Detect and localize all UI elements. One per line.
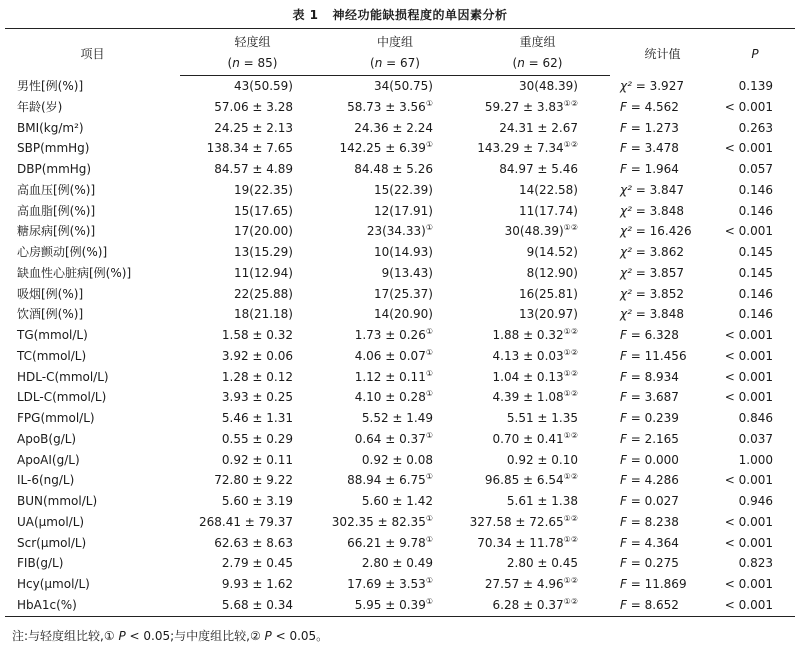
cell-stat: F = 8.238 [620,514,679,529]
cell-mild: 22(25.88) [234,286,293,301]
cell-severe: 2.80 ± 0.45 [506,556,578,571]
header-group-severe: 重度组 [465,29,610,53]
cell-stat: χ² = 3.848 [620,307,684,322]
row-item: UA(μmol/L) [17,514,85,529]
cell-p: 0.145 [738,245,773,260]
cell-p: 0.263 [738,120,773,135]
row-item: HbA1c(%) [5,595,180,616]
cell-p: 0.846 [738,411,773,426]
sig-mark: ①② [563,576,578,586]
row-item: 年龄(岁) [17,99,63,114]
sig-mark: ① [425,223,433,233]
cell-mild: 138.34 ± 7.65 [206,141,293,156]
cell-mild: 13(15.29) [234,245,293,260]
sig-mark: ①② [563,430,578,440]
cell-severe: 14(22.58) [519,182,578,197]
cell-p: 0.146 [738,307,773,322]
cell-mild: 2.79 ± 0.45 [221,556,293,571]
cell-stat: F = 1.964 [620,162,679,177]
table-row [5,450,795,471]
cell-p: 0.946 [738,494,773,509]
header-item: 项目 [5,29,180,76]
cell-moderate: 17(25.37) [374,286,433,301]
cell-moderate: 10(14.93) [374,245,433,260]
sig-mark: ①② [563,389,578,399]
table-caption [0,6,800,23]
cell-stat: F = 0.239 [620,411,679,426]
cell-p: 0.146 [738,286,773,301]
row-item: 糖尿病[例(%)] [17,224,96,239]
cell-mild: 268.41 ± 79.37 [198,514,293,529]
cell-p: < 0.001 [724,99,773,114]
cell-mild: 11(12.94) [234,265,293,280]
row-item: Scr(μmol/L) [17,535,87,550]
cell-moderate: 0.92 ± 0.08 [361,452,433,467]
cell-severe: 27.57 ± 4.96①② [484,576,578,592]
cell-moderate: 14(20.90) [374,307,433,322]
cell-severe: 13(20.97) [519,307,578,322]
sig-mark: ① [425,327,433,337]
cell-moderate: 58.73 ± 3.56① [347,98,433,114]
cell-stat: F = 4.364 [620,535,679,550]
cell-p: < 0.001 [724,369,773,384]
row-item: FIB(g/L) [17,556,64,571]
sig-mark: ①② [563,534,578,544]
table-row [5,76,795,97]
row-item: ApoB(g/L) [17,431,77,446]
row-item: 心房颤动[例(%)] [17,245,108,260]
table-row [5,429,795,450]
header-group-mild: 轻度组 [180,29,325,53]
row-item: 吸烟[例(%)] [17,286,84,301]
cell-severe: 6.28 ± 0.37①② [465,595,610,616]
cell-p: < 0.001 [724,348,773,363]
sig-mark: ① [425,472,433,482]
cell-moderate: 84.48 ± 5.26 [354,162,433,177]
table-row [5,180,795,201]
table-body [5,76,795,617]
cell-mild: 24.25 ± 2.13 [214,120,293,135]
cell-moderate: 17.69 ± 3.53① [347,576,433,592]
cell-moderate: 4.06 ± 0.07① [354,347,433,363]
cell-moderate: 302.35 ± 82.35① [331,513,433,529]
cell-severe: 9(14.52) [526,245,578,260]
cell-mild: 84.57 ± 4.89 [214,162,293,177]
header-n-moderate: (n = 67) [325,53,465,76]
cell-stat: χ² = 16.426 [620,224,692,239]
sig-mark: ①② [563,140,578,150]
table-number: 表 1 [292,8,319,22]
row-item: ApoAI(g/L) [17,452,80,467]
sig-mark: ①② [563,596,578,606]
row-item: TC(mmol/L) [17,348,87,363]
sig-mark: ①② [563,327,578,337]
row-item: 缺血性心脏病[例(%)] [17,265,132,280]
sig-mark: ①② [563,98,578,108]
sig-mark: ① [425,368,433,378]
cell-p: < 0.001 [715,595,795,616]
cell-severe: 30(48.39)①② [504,223,578,239]
cell-mild: 0.92 ± 0.11 [221,452,293,467]
table-row [5,470,795,491]
cell-stat: F = 11.869 [620,577,687,592]
sig-mark: ① [425,576,433,586]
cell-severe: 16(25.81) [519,286,578,301]
cell-mild: 57.06 ± 3.28 [214,99,293,114]
row-item: FPG(mmol/L) [17,411,95,426]
row-item: 男性[例(%)] [17,78,84,93]
cell-severe: 70.34 ± 11.78①② [477,534,578,550]
cell-p: < 0.001 [724,141,773,156]
cell-stat: F = 6.328 [620,328,679,343]
cell-severe: 1.04 ± 0.13①② [492,368,578,384]
row-item: BUN(mmol/L) [17,494,98,509]
cell-stat: F = 0.000 [620,452,679,467]
row-item: HDL-C(mmol/L) [17,369,109,384]
cell-severe: 4.39 ± 1.08①② [492,389,578,405]
header-stat: 统计值 [610,29,715,76]
row-item: LDL-C(mmol/L) [17,390,107,405]
table-row [5,387,795,408]
table-row [5,97,795,118]
row-item: 高血压[例(%)] [17,182,96,197]
cell-stat: F = 8.652 [610,595,715,616]
header-p: P [715,29,795,76]
cell-mild: 19(22.35) [234,182,293,197]
sig-mark: ① [425,140,433,150]
cell-p: < 0.001 [724,390,773,405]
cell-mild: 0.55 ± 0.29 [221,431,293,446]
cell-stat: F = 2.165 [620,431,679,446]
cell-severe: 30(48.39) [519,79,578,94]
header-n-severe: (n = 62) [465,53,610,76]
table-row [5,346,795,367]
table-row [5,304,795,325]
cell-p: < 0.001 [724,328,773,343]
cell-stat: F = 4.286 [620,473,679,488]
cell-mild: 9.93 ± 1.62 [221,577,293,592]
table-row [5,201,795,222]
cell-stat: F = 3.478 [620,141,679,156]
sig-mark: ① [425,347,433,357]
cell-mild: 1.28 ± 0.12 [221,369,293,384]
cell-p: < 0.001 [724,224,773,239]
cell-mild: 3.92 ± 0.06 [221,348,293,363]
cell-p: < 0.001 [724,535,773,550]
row-item: DBP(mmHg) [17,162,92,177]
table-row [5,533,795,554]
univariate-analysis-table [5,28,795,617]
cell-severe: 143.29 ± 7.34①② [477,140,578,156]
sig-mark: ①② [563,347,578,357]
table-footnote: 注:与轻度组比较,① P < 0.05;与中度组比较,② P < 0.05。 [12,629,329,643]
row-item: Hcy(μmol/L) [17,577,90,592]
cell-moderate: 23(34.33)① [366,223,433,239]
cell-moderate: 0.64 ± 0.37① [354,430,433,446]
row-item: BMI(kg/m²) [17,120,84,135]
cell-severe: 5.51 ± 1.35 [506,411,578,426]
cell-moderate: 88.94 ± 6.75① [347,472,433,488]
cell-mild: 5.46 ± 1.31 [221,411,293,426]
sig-mark: ① [425,389,433,399]
sig-mark: ① [425,98,433,108]
cell-mild: 5.68 ± 0.34 [180,595,325,616]
cell-moderate: 1.12 ± 0.11① [354,368,433,384]
row-item: 高血脂[例(%)] [17,203,96,218]
table-row [5,284,795,305]
cell-moderate: 5.95 ± 0.39① [325,595,465,616]
cell-severe: 327.58 ± 72.65①② [469,513,578,529]
table-row [5,553,795,574]
row-item: SBP(mmHg) [17,141,90,156]
header-group-moderate: 中度组 [325,29,465,53]
row-item: TG(mmol/L) [17,328,88,343]
cell-severe: 8(12.90) [526,265,578,280]
cell-moderate: 15(22.39) [374,182,433,197]
cell-severe: 1.88 ± 0.32①② [492,327,578,343]
table-title: 神经功能缺损程度的单因素分析 [332,8,508,22]
cell-mild: 3.93 ± 0.25 [221,390,293,405]
cell-stat: F = 8.934 [620,369,679,384]
cell-stat: F = 0.027 [620,494,679,509]
cell-severe: 5.61 ± 1.38 [506,494,578,509]
cell-mild: 62.63 ± 8.63 [214,535,293,550]
cell-severe: 84.97 ± 5.46 [499,162,578,177]
cell-p: 0.057 [738,162,773,177]
cell-p: < 0.001 [724,473,773,488]
cell-stat: χ² = 3.847 [620,182,684,197]
cell-moderate: 1.73 ± 0.26① [354,327,433,343]
cell-mild: 15(17.65) [234,203,293,218]
cell-moderate: 5.52 ± 1.49 [361,411,433,426]
cell-severe: 11(17.74) [519,203,578,218]
cell-severe: 59.27 ± 3.83①② [484,98,578,114]
sig-mark: ①② [563,368,578,378]
row-item: IL-6(ng/L) [17,473,75,488]
cell-stat: F = 4.562 [620,99,679,114]
sig-mark: ①② [563,472,578,482]
table-row [5,325,795,346]
cell-moderate: 9(13.43) [381,265,433,280]
cell-mild: 18(21.18) [234,307,293,322]
cell-p: < 0.001 [724,577,773,592]
cell-moderate: 2.80 ± 0.49 [361,556,433,571]
cell-severe: 96.85 ± 6.54①② [484,472,578,488]
cell-stat: F = 11.456 [620,348,687,363]
cell-p: < 0.001 [724,514,773,529]
cell-p: 0.146 [738,203,773,218]
sig-mark: ①② [563,513,578,523]
cell-moderate: 34(50.75) [374,79,433,94]
cell-moderate: 12(17.91) [374,203,433,218]
table-row [5,221,795,242]
cell-mild: 5.60 ± 3.19 [221,494,293,509]
cell-stat: χ² = 3.852 [620,286,684,301]
cell-mild: 1.58 ± 0.32 [221,328,293,343]
sig-mark: ① [425,534,433,544]
table-header [5,29,795,76]
cell-stat: F = 1.273 [620,120,679,135]
table-row [5,159,795,180]
cell-moderate: 4.10 ± 0.28① [354,389,433,405]
table-row [5,263,795,284]
cell-mild: 43(50.59) [234,79,293,94]
sig-mark: ① [425,430,433,440]
table-row [5,574,795,595]
cell-p: 0.146 [738,182,773,197]
cell-stat: F = 0.275 [620,556,679,571]
sig-mark: ① [425,596,433,606]
cell-p: 0.145 [738,265,773,280]
sig-mark: ①② [563,223,578,233]
table-row [5,367,795,388]
cell-mild: 72.80 ± 9.22 [214,473,293,488]
cell-moderate: 24.36 ± 2.24 [354,120,433,135]
table-row [5,242,795,263]
cell-p: 0.823 [738,556,773,571]
header-n-mild: (n = 85) [180,53,325,76]
cell-severe: 24.31 ± 2.67 [499,120,578,135]
table-row [5,595,795,616]
cell-p: 1.000 [738,452,773,467]
cell-severe: 0.70 ± 0.41①② [492,430,578,446]
cell-stat: χ² = 3.862 [620,245,684,260]
table-row [5,138,795,159]
table-row [5,118,795,139]
cell-stat: χ² = 3.927 [620,78,684,93]
cell-stat: F = 3.687 [620,390,679,405]
sig-mark: ① [425,513,433,523]
cell-p: 0.037 [738,431,773,446]
cell-stat: χ² = 3.857 [620,265,684,280]
cell-p: 0.139 [738,78,773,93]
cell-moderate: 142.25 ± 6.39① [339,140,433,156]
cell-mild: 17(20.00) [234,224,293,239]
row-item: 饮酒[例(%)] [17,307,84,322]
cell-moderate: 5.60 ± 1.42 [361,494,433,509]
table-row [5,512,795,533]
table-row [5,491,795,512]
cell-moderate: 66.21 ± 9.78① [347,534,433,550]
cell-severe: 0.92 ± 0.10 [506,452,578,467]
cell-severe: 4.13 ± 0.03①② [492,347,578,363]
cell-stat: χ² = 3.848 [620,203,684,218]
table-row [5,408,795,429]
